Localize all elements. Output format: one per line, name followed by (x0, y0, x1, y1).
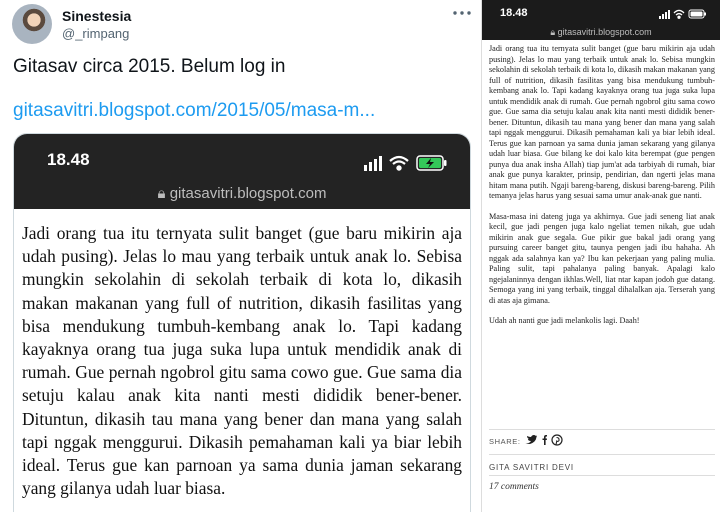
phone-screenshot (481, 0, 720, 512)
divider (489, 454, 715, 455)
phone-time: 18.48 (500, 7, 528, 19)
more-dots-icon[interactable] (452, 4, 472, 25)
avatar[interactable] (12, 4, 52, 44)
article-paragraph: Jadi orang tua itu ternyata sulit banget (gue baru mikirin aja udah pusing). Jelas lo mau yang terbaik untuk anak lo. Sebisa mungkin sekolahin di sekolah terbaik di kota lo, dikasih makan makanan yang full of nutrition, dikasih fasilitas yang bisa mendukung tumbuh-kembang anak lo. Tapi kadang kayaknya orang tua juga suka lupa untuk mendidik anak di rumah. Gue pernah ngobrol gitu sama cowo gue. Gue sama dia setuju kalau anak kita nanti mesti dididik bener-bener. Dituntun, dikasih tau mana yang bener dan mana yang salah tapi nggak menggurui. Dikasih pemahaman kali ya biar lebih ideal. Terus gue kan parnoan ya sama dunia jaman sekarang yang gilanya udah luar biasa. Gue bilang ke doi kalo kita berempat (gue pengen punya dua anak insha Allah) tiap jum'at ada tarbiyah di rumah, biar anak gue punya karakter, prinsip, pendirian, dan ngerti jelas mana hitam mana putih. Ngaji bareng-bareng, diskusi bareng-bareng. Pilih temanya jelas harus yang sesuai sama umur anak-anak gue nanti. (489, 44, 715, 200)
phone-status-bar (482, 0, 720, 40)
comments-link[interactable]: 17 comments (489, 482, 539, 492)
status-icons (362, 153, 452, 173)
article-body (489, 44, 715, 337)
tweet-author-handle[interactable]: @_rimpang (62, 26, 130, 41)
screenshot-time: 18.48 (47, 150, 90, 169)
divider (489, 475, 715, 476)
share-icons (524, 434, 564, 446)
screenshot-url-bar (14, 185, 470, 202)
battery-charging-icon (417, 156, 447, 170)
signal-icon (364, 156, 382, 171)
tweet-media-screenshot[interactable] (13, 133, 471, 512)
screenshot-article-text: Jadi orang tua itu ternyata sulit banget (gue baru mikirin aja udah pusing). Jelas lo mau yang terbaik untuk anak lo. Sebisa mungkin sekolahin di sekolah terbaik di kota lo, dikasih makan makanan yang full of nutrition, dikasih fasilitas yang bisa mendukung tumbuh-kembang anak lo. Tapi kadang kayaknya orang tua juga suka lupa untuk mendidik anak di rumah. Gue pernah ngobrol gitu sama cowo gue. Gue sama dia setuju kalau anak kita nanti mesti dididik bener-bener. Dituntun, dikasih tau mana yang bener dan mana yang salah tapi nggak menggurui. Dikasih pemahaman kali ya biar lebih ideal. Terus gue kan parnoan ya sama dunia jaman sekarang yang gilanya udah luar biasa. (22, 223, 462, 499)
share-label: SHARE: (489, 437, 521, 446)
article-paragraph: Masa-masa ini dateng juga ya akhirnya. Gue jadi seneng liat anak kecil, gue jadi pengen juga kalo ngeliat temen nikah, gue udah mikirin anak gue segala. Gue pikir gue bakal jadi orang yang pursuing career banget gitu, taunya pengen jadi ibu hahaha. Ah nggak ada salahnya kan ya? Ibu kan pekerjaan yang paling mulia. Paling sulit, tapi pahalanya paling banyak. Apalagi kalo ngejalaninnya dengan ikhlas.Well, liat ntar kapan jodoh gue datang. Semoga yang ini yang terbaik, tinggal dihalalkan aja. Terserah yang di atas aja gimana. (489, 211, 715, 305)
tweet-text: Gitasav circa 2015. Belum log in (13, 56, 286, 77)
twitter-icon[interactable] (525, 435, 537, 444)
tweet-link[interactable]: gitasavitri.blogspot.com/2015/05/masa-m... (13, 100, 376, 121)
facebook-icon[interactable] (543, 435, 548, 445)
lock-icon: 🔒︎ (550, 27, 556, 37)
lock-icon: 🔒︎ (157, 185, 166, 202)
tweet-author-name[interactable]: Sinestesia (62, 8, 132, 24)
signal-icon (659, 10, 670, 19)
screenshot-status-bar (14, 134, 470, 209)
article-paragraph: Udah ah nanti gue jadi melankolis lagi. Daah! (489, 316, 640, 325)
wifi-icon (674, 11, 684, 19)
pinterest-icon[interactable] (552, 435, 562, 445)
divider (489, 429, 715, 430)
screenshot-url-text: gitasavitri.blogspot.com (169, 185, 327, 202)
wifi-icon (390, 157, 408, 170)
phone-url-text: gitasavitri.blogspot.com (557, 27, 652, 37)
phone-url-bar (482, 27, 720, 38)
post-author: GITA SAVITRI DEVI (489, 463, 574, 472)
battery-icon (689, 10, 706, 18)
phone-status-icons (658, 8, 708, 20)
